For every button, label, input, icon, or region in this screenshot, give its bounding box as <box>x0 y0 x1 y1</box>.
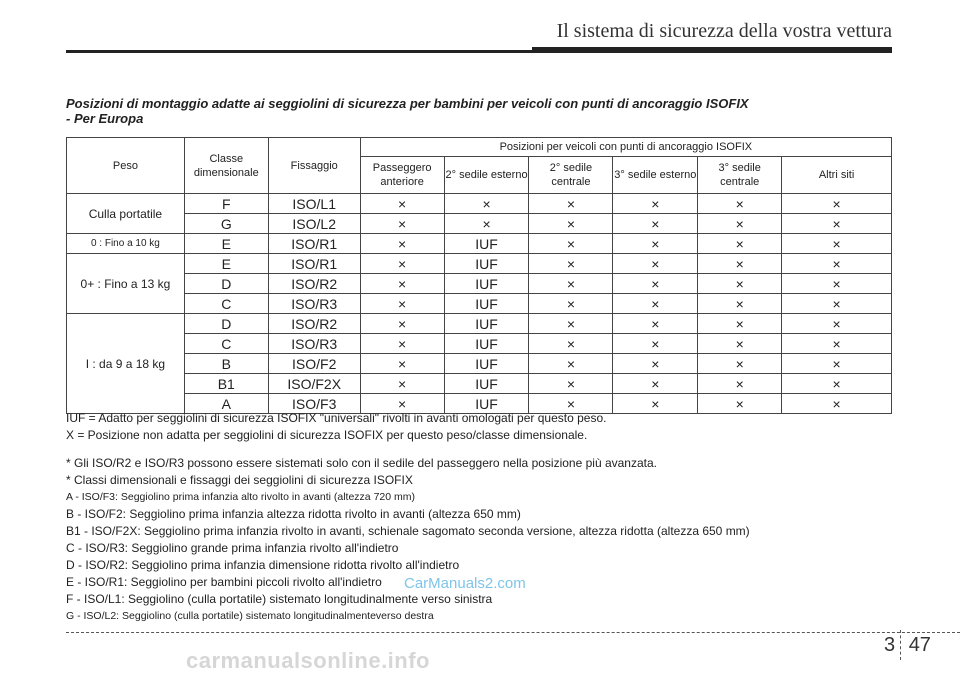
table-row <box>67 354 892 374</box>
cell-classe: D <box>184 274 268 294</box>
note-b1: B1 - ISO/F2X: Seggiolino prima infanzia rivolto in avanti, schienale sagomato seconda versione, altezza ridotta (altezza 650 mm) <box>66 524 750 538</box>
cell-value: × <box>782 274 892 294</box>
table-row <box>67 194 892 214</box>
cell-value: × <box>613 314 698 334</box>
cell-value: × <box>782 354 892 374</box>
cell-value: × <box>782 194 892 214</box>
cell-value: IUF <box>444 334 529 354</box>
header-fissaggio: Fissaggio <box>268 138 360 194</box>
cell-value: × <box>360 334 444 354</box>
table-row <box>67 254 892 274</box>
group-uno: I : da 9 a 18 kg <box>67 314 185 414</box>
cell-fissaggio: ISO/L2 <box>268 214 360 234</box>
table-row <box>67 334 892 354</box>
table-row <box>67 274 892 294</box>
cell-value: × <box>613 334 698 354</box>
notes-block <box>66 410 916 625</box>
cell-value: × <box>529 194 613 214</box>
cell-classe: F <box>184 194 268 214</box>
cell-value: × <box>360 254 444 274</box>
footer-rule <box>66 632 960 633</box>
cell-classe: C <box>184 334 268 354</box>
section-title-line1: Posizioni di montaggio adatte ai seggiolini di sicurezza per bambini per veicoli con punti di ancoraggio ISOFIX <box>66 96 749 111</box>
header-3-centrale: 3° sedile centrale <box>698 157 782 194</box>
chapter-number: 3 <box>884 634 896 656</box>
page-number-value: 47 <box>908 634 931 656</box>
cell-value: IUF <box>444 254 529 274</box>
cell-value: × <box>698 334 782 354</box>
note-d: D - ISO/R2: Seggiolino prima infanzia dimensione ridotta rivolto all'indietro <box>66 558 460 572</box>
cell-classe: A <box>184 394 268 414</box>
cell-fissaggio: ISO/F2X <box>268 374 360 394</box>
cell-value: × <box>613 374 698 394</box>
cell-value: × <box>698 354 782 374</box>
cell-value: × <box>613 214 698 234</box>
cell-value: IUF <box>444 314 529 334</box>
cell-value: × <box>360 214 444 234</box>
cell-value: × <box>529 334 613 354</box>
cell-value: × <box>444 214 529 234</box>
note-e: E - ISO/R1: Seggiolino per bambini piccoli rivolto all'indietro <box>66 575 382 589</box>
cell-value: × <box>782 254 892 274</box>
header-peso: Peso <box>67 138 185 194</box>
cell-fissaggio: ISO/R1 <box>268 254 360 274</box>
header-3-esterno: 3° sedile esterno <box>613 157 698 194</box>
cell-fissaggio: ISO/R3 <box>268 294 360 314</box>
note-iuf: IUF = Adatto per seggiolini di sicurezza ISOFIX "universali" rivolti in avanti omologati per questo peso. <box>66 411 607 425</box>
section-title <box>66 96 749 126</box>
cell-value: IUF <box>444 234 529 254</box>
cell-fissaggio: ISO/L1 <box>268 194 360 214</box>
cell-value: × <box>529 274 613 294</box>
isofix-table <box>66 137 892 414</box>
cell-value: × <box>782 394 892 414</box>
cell-value: IUF <box>444 274 529 294</box>
cell-value: × <box>360 294 444 314</box>
cell-value: × <box>613 274 698 294</box>
cell-fissaggio: ISO/F3 <box>268 394 360 414</box>
cell-value: × <box>782 294 892 314</box>
cell-value: × <box>782 234 892 254</box>
cell-value: × <box>698 274 782 294</box>
note-x: X = Posizione non adatta per seggiolini di sicurezza ISOFIX per questo peso/classe dimensionale. <box>66 428 588 442</box>
header-classe: Classe dimensionale <box>184 138 268 194</box>
section-title-line2: - Per Europa <box>66 111 144 126</box>
cell-value: × <box>613 294 698 314</box>
header-passeggero: Passeggero anteriore <box>360 157 444 194</box>
cell-classe: B1 <box>184 374 268 394</box>
cell-fissaggio: ISO/F2 <box>268 354 360 374</box>
note-star1: * Gli ISO/R2 e ISO/R3 possono essere sistemati solo con il sedile del passeggero nella posizione più avanzata. <box>66 456 657 470</box>
cell-classe: E <box>184 254 268 274</box>
cell-value: × <box>529 354 613 374</box>
group-culla: Culla portatile <box>67 194 185 234</box>
cell-value: × <box>529 254 613 274</box>
cell-classe: B <box>184 354 268 374</box>
cell-classe: E <box>184 234 268 254</box>
cell-value: × <box>698 374 782 394</box>
cell-value: × <box>698 234 782 254</box>
cell-value: × <box>360 194 444 214</box>
cell-value: × <box>529 214 613 234</box>
cell-value: IUF <box>444 374 529 394</box>
cell-value: × <box>782 334 892 354</box>
cell-value: × <box>698 294 782 314</box>
cell-value: × <box>529 394 613 414</box>
page-number <box>880 634 935 657</box>
header-2-centrale: 2° sedile centrale <box>529 157 613 194</box>
table-row <box>67 234 892 254</box>
table-row <box>67 314 892 334</box>
cell-value: × <box>698 314 782 334</box>
page-header-title: Il sistema di sicurezza della vostra vettura <box>556 20 892 42</box>
header-positions-group: Posizioni per veicoli con punti di ancoraggio ISOFIX <box>360 138 891 157</box>
cell-value: × <box>444 194 529 214</box>
cell-value: × <box>529 234 613 254</box>
cell-value: IUF <box>444 394 529 414</box>
note-a: A - ISO/F3: Seggiolino prima infanzia alto rivolto in avanti (altezza 720 mm) <box>66 491 415 503</box>
cell-value: × <box>698 194 782 214</box>
cell-fissaggio: ISO/R2 <box>268 314 360 334</box>
header-altri: Altri siti <box>782 157 892 194</box>
cell-value: × <box>613 354 698 374</box>
cell-value: × <box>360 314 444 334</box>
note-b: B - ISO/F2: Seggiolino prima infanzia altezza ridotta rivolto in avanti (altezza 650 mm) <box>66 507 521 521</box>
note-star2: * Classi dimensionali e fissaggi dei seggiolini di sicurezza ISOFIX <box>66 473 413 487</box>
cell-classe: D <box>184 314 268 334</box>
cell-value: × <box>360 234 444 254</box>
cell-value: × <box>782 314 892 334</box>
cell-value: × <box>698 254 782 274</box>
cell-value: IUF <box>444 294 529 314</box>
note-c: C - ISO/R3: Seggiolino grande prima infanzia rivolto all'indietro <box>66 541 399 555</box>
cell-value: × <box>360 374 444 394</box>
note-f: F - ISO/L1: Seggiolino (culla portatile) sistemato longitudinalmente verso sinistra <box>66 592 493 606</box>
cell-fissaggio: ISO/R3 <box>268 334 360 354</box>
cell-value: × <box>613 254 698 274</box>
group-zero: 0 : Fino a 10 kg <box>67 234 185 254</box>
cell-value: × <box>360 354 444 374</box>
watermark-text: CarManuals2.com <box>404 575 526 592</box>
cell-value: IUF <box>444 354 529 374</box>
cell-value: × <box>782 374 892 394</box>
table-row <box>67 374 892 394</box>
cell-classe: C <box>184 294 268 314</box>
cell-value: × <box>782 214 892 234</box>
cell-fissaggio: ISO/R2 <box>268 274 360 294</box>
cell-fissaggio: ISO/R1 <box>268 234 360 254</box>
note-g: G - ISO/L2: Seggiolino (culla portatile) sistemato longitudinalmenteverso destra <box>66 610 434 622</box>
cell-value: × <box>613 194 698 214</box>
cell-value: × <box>698 394 782 414</box>
header-accent-bar <box>532 47 892 53</box>
cell-classe: G <box>184 214 268 234</box>
cell-value: × <box>529 294 613 314</box>
cell-value: × <box>613 234 698 254</box>
cell-value: × <box>613 394 698 414</box>
footer-watermark: carmanualsonline.info <box>186 648 430 673</box>
cell-value: × <box>698 214 782 234</box>
cell-value: × <box>529 374 613 394</box>
cell-value: × <box>529 314 613 334</box>
table-row <box>67 214 892 234</box>
group-zeroplus: 0+ : Fino a 13 kg <box>67 254 185 314</box>
cell-value: × <box>360 274 444 294</box>
header-2-esterno: 2° sedile esterno <box>444 157 529 194</box>
table-row <box>67 294 892 314</box>
cell-value: × <box>360 394 444 414</box>
